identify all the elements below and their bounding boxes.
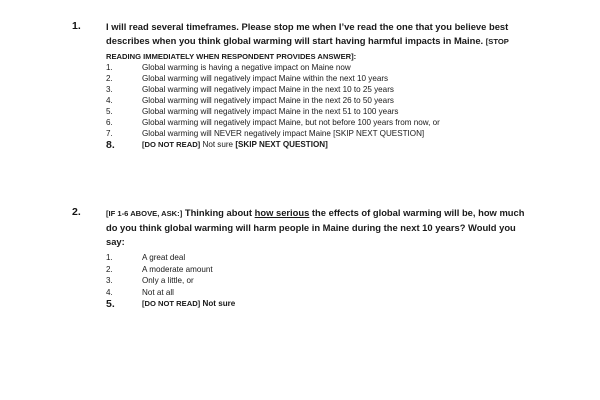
answer-option	[106, 264, 235, 276]
option-text	[142, 140, 328, 149]
do-not-read-tag: [DO NOT READ]	[142, 140, 201, 149]
option-text: Not at all	[142, 287, 174, 297]
option-number: 8.	[106, 138, 115, 151]
answer-option	[106, 128, 440, 139]
interviewer-instruction: [IF 1-6 ABOVE, ASK:]	[106, 209, 183, 218]
answer-option	[106, 95, 440, 106]
option-number: 4.	[106, 96, 113, 105]
option-text: Global warming will negatively impact Maine, but not before 100 years from now, or	[142, 118, 440, 127]
option-number: 6.	[106, 118, 113, 127]
interviewer-instruction: [STOP READING IMMEDIATELY WHEN RESPONDENT PROVIDES ANSWER]:	[106, 37, 509, 61]
answer-option	[106, 73, 440, 84]
question-prompt-start: Thinking about	[182, 207, 255, 218]
question-emphasis: how serious	[254, 207, 310, 218]
option-text	[142, 299, 235, 308]
answer-option-not-sure	[106, 298, 235, 310]
option-number: 1.	[106, 253, 113, 263]
question-number: 1.	[72, 20, 81, 32]
option-number: 3.	[106, 276, 113, 286]
option-text: Global warming will NEVER negatively impact Maine [SKIP NEXT QUESTION]	[142, 129, 425, 138]
option-text: A great deal	[142, 253, 186, 263]
option-text: Global warming will negatively impact Maine in the next 51 to 100 years	[142, 107, 399, 116]
question-number: 2.	[72, 206, 81, 218]
answer-option	[106, 106, 440, 117]
answer-options	[106, 62, 440, 150]
answer-option	[106, 275, 235, 287]
option-number: 4.	[106, 287, 113, 297]
answer-options	[106, 252, 235, 310]
answer-option	[106, 84, 440, 95]
option-text: Only a little, or	[142, 276, 194, 286]
question-text	[106, 20, 526, 64]
option-number: 3.	[106, 85, 113, 94]
option-number: 1.	[106, 63, 113, 72]
option-number: 5.	[106, 107, 113, 116]
option-number: 7.	[106, 129, 113, 138]
option-text: Global warming will negatively impact Maine within the next 10 years	[142, 74, 389, 83]
not-sure-label: Not sure	[200, 140, 236, 149]
question-prompt-end: the effects of global warming will be, how much do you think global warming will harm people in Maine during the next 10 years? Would you say:	[106, 207, 525, 247]
option-number: 2.	[106, 264, 113, 274]
option-text: Global warming will negatively impact Maine in the next 26 to 50 years	[142, 96, 394, 105]
not-sure-label: Not sure	[200, 299, 236, 309]
answer-option	[106, 287, 235, 299]
option-number: 2.	[106, 74, 113, 83]
answer-option	[106, 117, 440, 128]
answer-option-not-sure	[106, 139, 440, 150]
answer-option	[106, 252, 235, 264]
question-text	[106, 206, 526, 249]
option-number: 5.	[106, 297, 115, 310]
option-text: Global warming is having a negative impact on Maine now	[142, 63, 351, 72]
skip-instruction: [SKIP NEXT QUESTION]	[235, 140, 328, 149]
answer-option	[106, 62, 440, 73]
do-not-read-tag: [DO NOT READ]	[142, 299, 201, 309]
question-prompt: I will read several timeframes. Please stop me when I’ve read the one that you believe best describes when you think global warming will start having harmful impacts in Maine.	[106, 21, 509, 46]
option-text: Global warming will negatively impact Maine in the next 10 to 25 years	[142, 85, 394, 94]
option-text: A moderate amount	[142, 264, 213, 274]
